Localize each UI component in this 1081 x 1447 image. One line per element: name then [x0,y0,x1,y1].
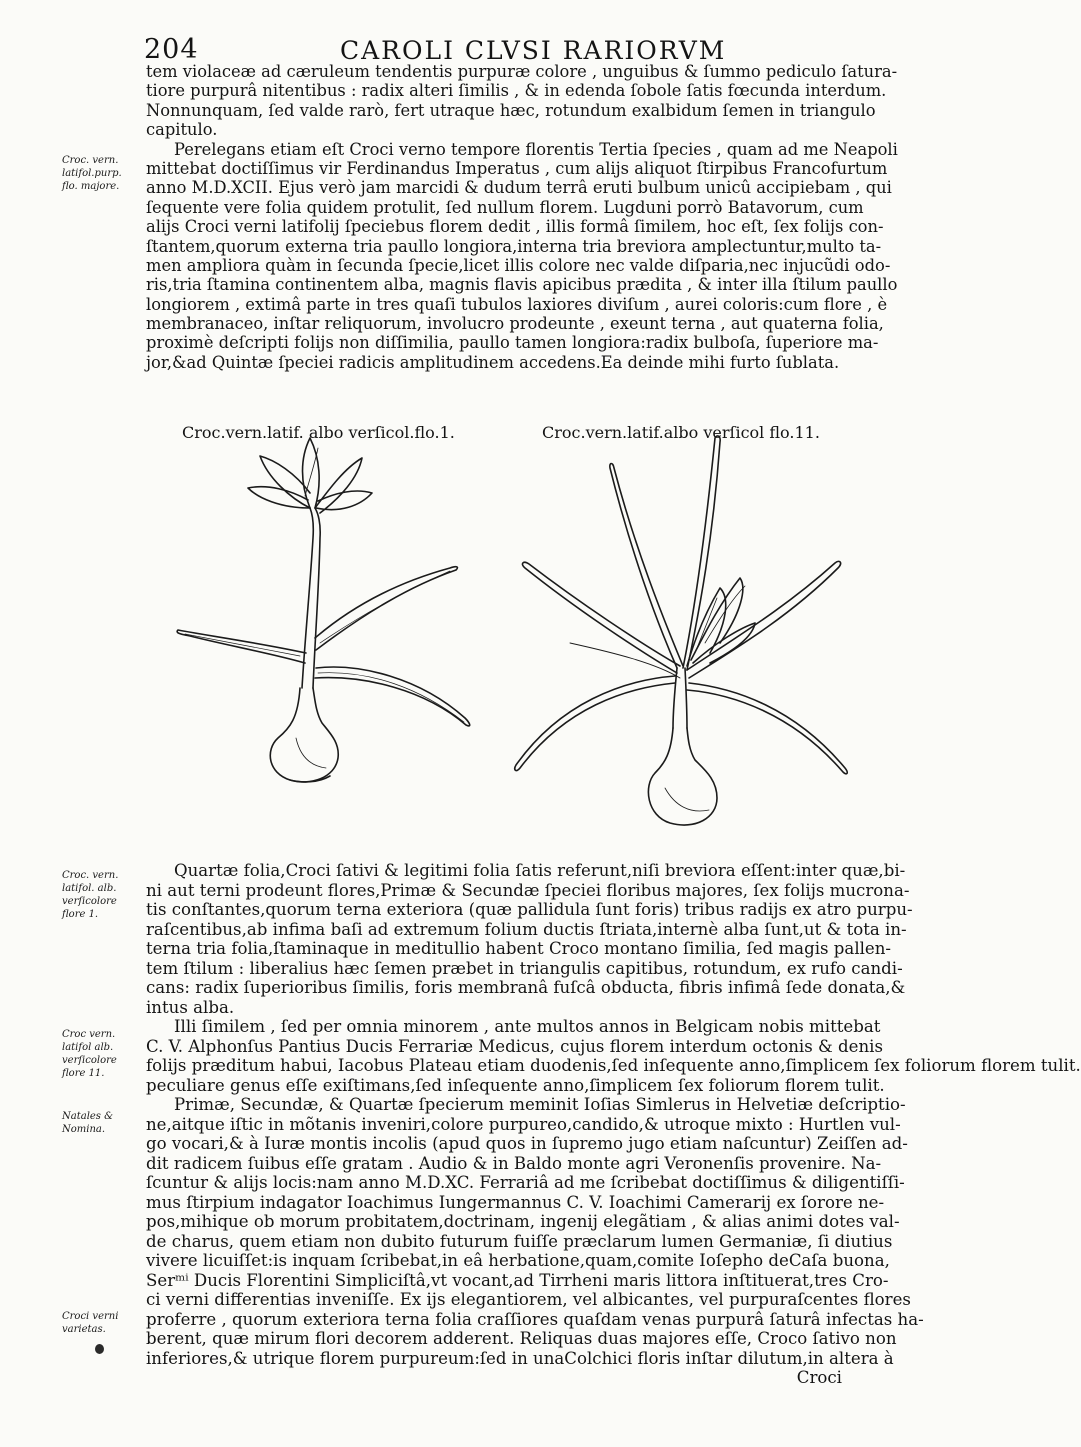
text-line: alijs Croci verni latifolij ſpeciebus florem dedit , illis formâ ſimilem, hoc eſt, ſex folijs con- [146,217,884,237]
text-line: ris,tria ſtamina continentem alba, magnis flavis apicibus prædita , & inter illa ſtilum paullo [146,275,898,295]
margin-note: Croc. vern. latifol.purp. flo. majore. [62,155,122,192]
text-line: men ampliora quàm in ſecunda ſpecie,licet illis colore nec valde diſparia,nec injucũdi odo- [146,255,891,275]
page-number: 204 [144,34,199,65]
leaf [515,676,675,771]
text-line: dit radicem ſuibus eſſe gratam . Audio & in Baldo monte agri Veronenſis provenire. Na- [146,1153,882,1173]
text-line: folijs præditum habui, Iacobus Plateau etiam duodenis,ſed inſequente anno,ſimplicem ſex foliorum florem tulit. [146,1056,1081,1075]
text-line: vivere licuiſſet:is inquam ſcribebat,in eâ herbatione,quam,comite Ioſepho deCaſa buona, [146,1251,890,1270]
text-line: Illi ſimilem , ſed per omnia minorem , ante multos annos in Belgicam nobis mittebat [174,1017,881,1036]
leaf [315,667,470,726]
crocus-illustration-2 [505,438,865,838]
text-block-upper [146,62,898,372]
text-line: pos,mihique ob morum probitatem,doctrinam, ingenij elegãtiam , & alias animi dotes val- [146,1212,900,1231]
flower [687,588,726,666]
text-line: Nonnunquam, ſed valde rarò, fert utraque hæc, rotundum exalbidum ſemen in triangulo [146,100,876,120]
text-line: capitulo. [146,120,218,140]
text-line: cans: radix ſuperioribus ſimilis, foris membranâ fuſcâ obducta, fibris infimâ ſede donata,& [146,978,906,997]
margin-note: Natales & Nomina. [62,1111,114,1135]
text-line: intus alba. [146,997,235,1017]
text-line: longiorem , extimâ parte in tres quaſi tubulos laxiores diviſum , aurei coloris:cum flore , è [146,294,888,314]
text-line: peculiare genus eſſe exiſtimans,ſed inſequente anno,ſimplicem ſex foliorum florem tulit. [146,1075,885,1095]
margin-note: Croc vern. latifol alb. verſicolore flore 11. [62,1029,117,1079]
text-line: Serᵐⁱ Ducis Florentini Simpliciſtâ,vt vocant,ad Tirrheni maris littora inſtituerat,tres Cro- [146,1270,889,1290]
leaf [687,561,841,678]
text-block-lower [146,861,1081,1388]
leaf [177,630,306,663]
text-line: Primæ, Secundæ, & Quartæ ſpecierum meminit Ioſias Simlerus in Helvetiæ deſcriptio- [174,1095,906,1114]
text-line: proferre , quorum exteriora terna folia craſſiores quaſdam venas purpurâ ſaturâ infectas ha- [146,1309,924,1329]
leaf [687,683,847,774]
leaf [315,567,457,650]
text-line: raſcentibus,ab infima baſi ad extremum folium ductis ſtriata,internè alba ſunt,ut & tota in- [146,919,907,939]
crocus-illustration-1 [150,438,490,838]
text-line: mus ſtirpium indagator Ioachimus Iungermannus C. V. Ioachimi Camerarij ex ſorore ne- [146,1192,885,1212]
text-line: ni aut terni prodeunt flores,Primæ & Secundæ ſpeciei floribus majores, ſex folijs mucrona- [146,880,910,900]
figure-caption-1: Croc.vern.latif. albo verſicol.flo.1. [182,423,455,442]
text-line: ſcuntur & alijs locis:nam anno M.D.XC. Ferrariâ ad me ſcribebat doctiſſimus & diligentiſſi- [146,1173,905,1192]
text-line: jor,&ad Quintæ ſpeciei radicis amplitudinem accedens.Ea deinde mihi furto ſublata. [146,352,840,372]
running-title: CAROLI CLVSI RARIORVM [340,36,727,65]
text-line: ci verni differentias inveniſſe. Ex ijs elegantiorem, vel albicantes, vel purpuraſcentes flores [146,1290,911,1309]
text-line: proximè deſcripti folijs non diſſimilia, paullo tamen longiora:radix bulboſa, ſuperiore ma- [146,333,879,353]
margin-note: Croci verni varietas. [62,1311,119,1335]
stem [673,668,677,728]
text-line: ne,aitque iſtic in mõtanis inveniri,colore purpureo,candido,& utroque mixto : Hurtlen vul- [146,1114,901,1134]
stem [302,508,313,688]
text-line: membranaceo, inſtar reliquorum, involucro prodeunte , exeunt terna , aut quaterna folia, [146,314,884,334]
text-line: Perelegans etiam eſt Croci verno tempore florentis Tertia ſpecies , quam ad me Neapoli [174,139,898,159]
figure-caption-2: Croc.vern.latif.albo verſicol flo.11. [542,423,820,442]
text-line: ſequente vere folia quidem protulit, ſed nullum florem. Lugduni porrò Batavorum, cum [146,197,864,217]
text-line: terna tria folia,ſtaminaque in meditullio habent Croco montano ſimilia, ſed magis pallen- [146,939,892,958]
text-line: inferiores,& utrique florem purpureum:ſed in unaColchici floris inſtar dilutum,in altera à [146,1348,894,1368]
text-line: C. V. Alphonſus Pantius Ducis Ferrariæ Medicus, cujus florem interdum octonis & denis [146,1036,883,1056]
ink-blot [95,1344,104,1354]
bulb [270,688,338,782]
text-line: mittebat doctiſſimus vir Ferdinandus Imperatus , cum alijs aliquot ſtirpibus Francofurtum [146,158,888,178]
text-line: anno M.D.XCII. Ejus verò jam marcidi & dudum terrâ eruti bulbum unicû accipiebam , qui [146,178,892,198]
text-line: go vocari,& à Iuræ montis incolis (apud quos in ſupremo jugo etiam naſcuntur) Zeiſſen ad- [146,1134,908,1153]
catchword: Croci [796,1368,842,1387]
leaf [570,643,680,678]
text-line: tiore purpurâ nitentibus : radix alteri ſimilis , & in edenda ſobole ſatis fœcunda interdum. [146,81,887,101]
text-line: berent, quæ mirum flori decorem adderent. Reliquas duas majores eſſe, Croco ſativo non [146,1329,897,1348]
leaf [683,436,720,670]
text-line: de charus, quem etiam non dubito futurum fuiſſe præclarum lumen Germaniæ, ſi diutius [146,1231,893,1251]
text-line: ſtantem,quorum externa tria paullo longiora,interna tria breviora amplectuntur,multo ta- [146,236,882,256]
margin-note: Croc. vern. latifol. alb. verſicolore flore 1. [62,870,119,920]
text-line: tem violaceæ ad cæruleum tendentis purpuræ colore , unguibus & ſummo pediculo ſatura- [146,62,898,81]
text-line: tem ſtilum : liberalius hæc ſemen præbet in triangulis capitibus, rotundum, ex rufo candi- [146,958,903,978]
text-line: tis conſtantes,quorum terna exteriora (quæ pallidula ſunt foris) tribus radijs ex atro purpu- [146,900,913,919]
text-line: Quartæ folia,Croci ſativi & legitimi folia ſatis referunt,niſi breviora eſſent:inter quæ,bi- [174,861,906,880]
